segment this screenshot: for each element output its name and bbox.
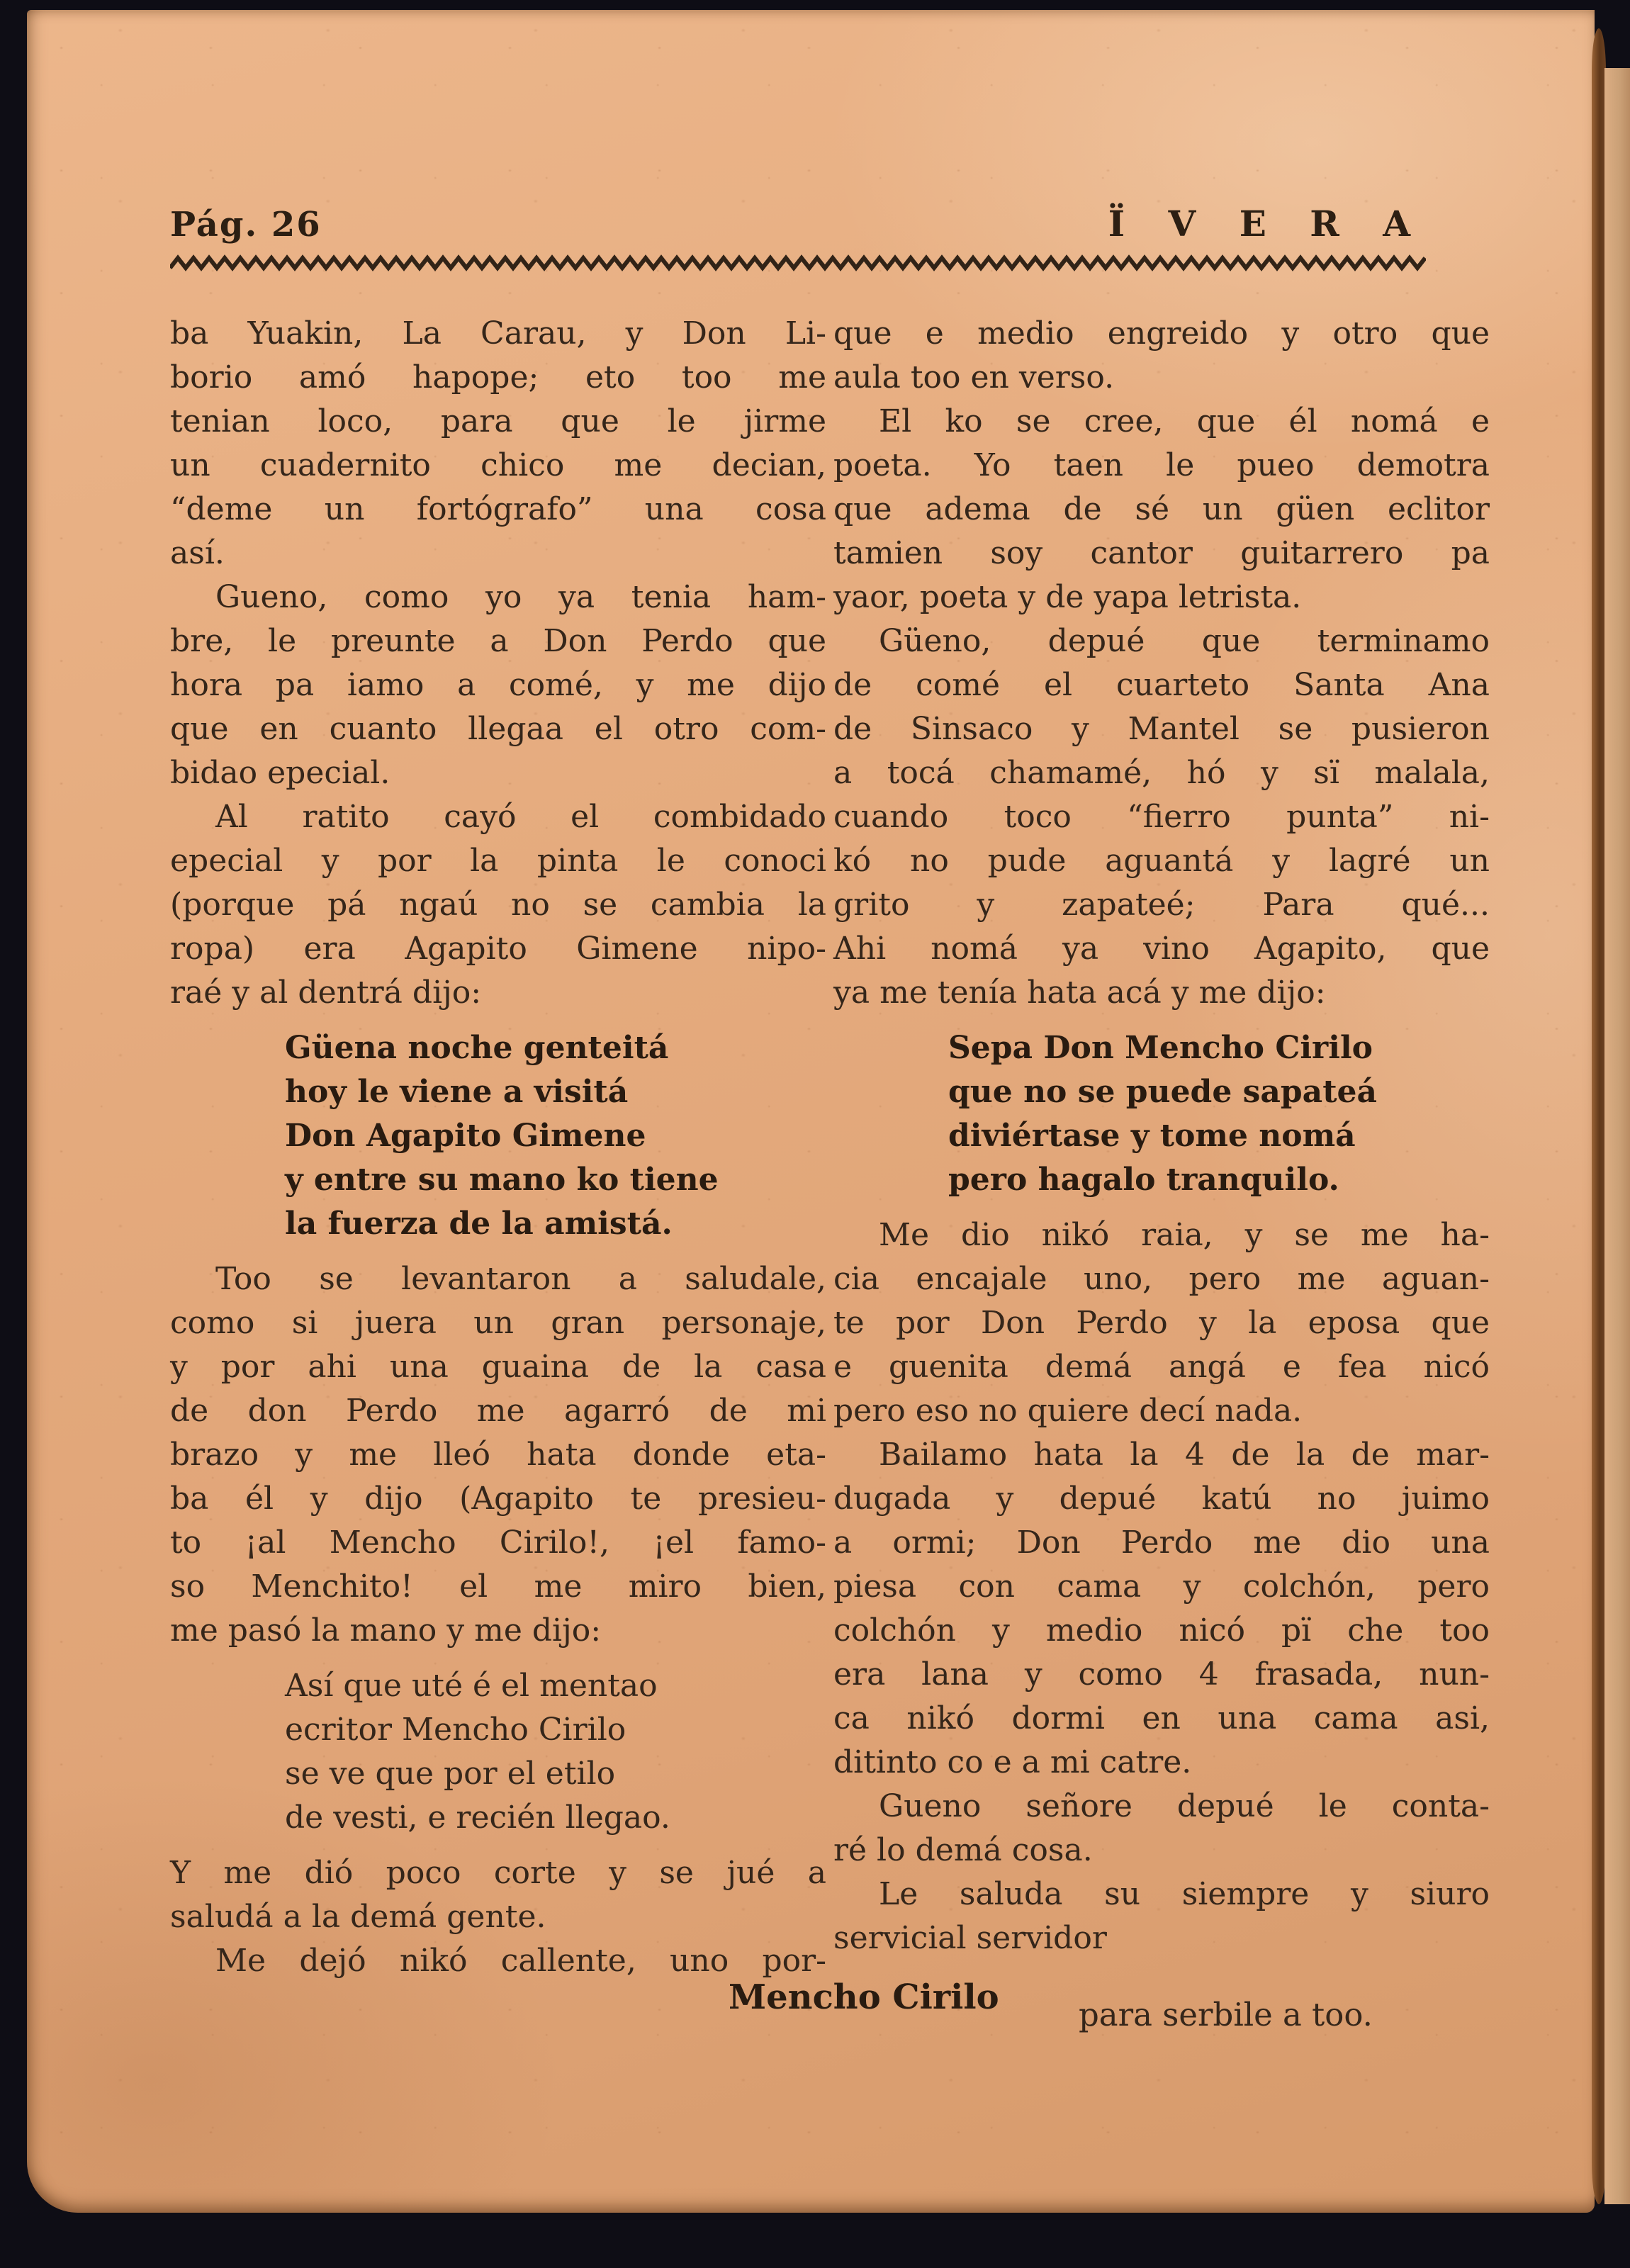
text-line: brazo y me lleó hata donde eta-: [170, 1437, 826, 1473]
text-line: ba él y dijo (Agapito te presieu-: [170, 1481, 826, 1517]
paragraph: [170, 795, 826, 1015]
text-line: “deme un fortógrafo” una cosa: [170, 491, 826, 527]
text-line: ya me tenía hata acá y me dijo:: [833, 975, 1326, 1011]
text-line: de Sinsaco y Mantel se pusieron: [833, 711, 1490, 747]
text-line: la fuerza de la amistá.: [285, 1206, 673, 1242]
paragraph: [833, 1873, 1490, 1960]
text-line: Le saluda su siempre y siuro: [879, 1876, 1490, 1912]
text-line: ba Yuakin, La Carau, y Don Li-: [170, 315, 826, 352]
text-line: yaor, poeta y de yapa letrista.: [833, 579, 1302, 615]
text-line: Ahi nomá ya vino Agapito, que: [833, 931, 1490, 967]
text-line: ré lo demá cosa.: [833, 1832, 1093, 1868]
text-line: dugada y depué katú no juimo: [833, 1481, 1490, 1517]
text-columns: [170, 312, 1490, 1983]
text-line: Güena noche genteitá: [285, 1030, 669, 1066]
text-line: bidao epecial.: [170, 755, 390, 791]
text-line: saludá a la demá gente.: [170, 1899, 546, 1935]
text-line: de comé el cuarteto Santa Ana: [833, 667, 1490, 703]
text-line: te por Don Perdo y la eposa que: [833, 1305, 1490, 1341]
text-line: que adema de sé un güen eclitor: [833, 491, 1490, 527]
text-line: que e medio engreido y otro que: [833, 315, 1490, 352]
paragraph: [833, 1433, 1490, 1785]
text-line: de don Perdo me agarró de mi: [170, 1393, 826, 1429]
text-line: de vesti, e recién llegao.: [285, 1800, 670, 1836]
text-line: Me dejó nikó callente, uno por-: [215, 1943, 826, 1979]
text-line: se ve que por el etilo: [285, 1756, 616, 1792]
text-line: Gueno señore depué le conta-: [879, 1788, 1490, 1824]
text-line: hoy le viene a visitá: [285, 1074, 629, 1110]
text-line: ditinto co e a mi catre.: [833, 1744, 1192, 1780]
text-line: piesa con cama y colchón, pero: [833, 1568, 1490, 1605]
paragraph: [833, 312, 1490, 400]
text-line: que no se puede sapateá: [948, 1074, 1378, 1110]
text-line: cuando toco “fierro punta” ni-: [833, 799, 1490, 835]
text-line: so Menchito! el me miro bien,: [170, 1568, 826, 1605]
text-line: como si juera un gran personaje,: [170, 1305, 826, 1341]
text-line: ropa) era Agapito Gimene nipo-: [170, 931, 826, 967]
text-line: (porque pá ngaú no se cambia la: [170, 887, 826, 923]
text-line: El ko se cree, que él nomá e: [879, 403, 1490, 439]
text-line: ecritor Mencho Cirilo: [285, 1712, 626, 1748]
text-line: y por ahi una guaina de la casa: [170, 1349, 826, 1385]
next-page-sliver: [1604, 68, 1630, 2204]
paragraph: [170, 1851, 826, 1939]
text-line: borio amó hapope; eto too me: [170, 359, 826, 395]
zigzag-rule: [170, 254, 1426, 271]
text-line: aula too en verso.: [833, 359, 1115, 395]
verse-block: [170, 1026, 826, 1246]
text-line: kó no pude aguantá y lagré un: [833, 843, 1490, 879]
paragraph: [833, 619, 1490, 1015]
page-number: Pág. 26: [170, 205, 322, 245]
text-line: epecial y por la pinta le conoci: [170, 843, 826, 879]
text-line: y entre su mano ko tiene: [285, 1162, 719, 1198]
masthead-title: Ï V E R A: [1108, 203, 1426, 245]
text-line: poeta. Yo taen le pueo demotra: [833, 447, 1490, 483]
paragraph: [833, 400, 1490, 619]
text-line: Y me dió poco corte y se jué a: [170, 1855, 826, 1891]
text-line: e guenita demá angá e fea nicó: [833, 1349, 1490, 1385]
text-line: Bailamo hata la 4 de la de mar-: [879, 1437, 1490, 1473]
text-line: raé y al dentrá dijo:: [170, 975, 482, 1011]
text-line: era lana y como 4 frasada, nun-: [833, 1656, 1490, 1692]
text-line: Güeno, depué que terminamo: [879, 623, 1490, 659]
verse-block: [170, 1664, 826, 1840]
text-line: Así que uté é el mentao: [285, 1668, 658, 1704]
text-line: un cuadernito chico me decian,: [170, 447, 826, 483]
text-line: Too se levantaron a saludale,: [215, 1261, 826, 1297]
text-line: Me dio nikó raia, y se me ha-: [879, 1217, 1490, 1253]
text-line: tenian loco, para que le jirme: [170, 403, 826, 439]
text-line: diviértase y tome nomá: [948, 1118, 1356, 1154]
text-line: bre, le preunte a Don Perdo que: [170, 623, 826, 659]
text-line: así.: [170, 535, 225, 571]
text-line: pero eso no quiere decí nada.: [833, 1393, 1303, 1429]
text-line: Don Agapito Gimene: [285, 1118, 646, 1154]
paragraph: [170, 312, 826, 576]
text-line: Al ratito cayó el combidado: [215, 799, 826, 835]
page-header: [170, 203, 1426, 295]
text-line: tamien soy cantor guitarrero pa: [833, 535, 1490, 571]
text-line: Sepa Don Mencho Cirilo: [948, 1030, 1373, 1066]
paragraph: [170, 1257, 826, 1653]
text-line: me pasó la mano y me dijo:: [170, 1612, 602, 1649]
text-line: servicial servidor: [833, 1920, 1107, 1956]
text-line: a ormi; Don Perdo me dio una: [833, 1525, 1490, 1561]
paragraph: [170, 1939, 826, 1983]
verse-block: [833, 1026, 1490, 1202]
text-line: a tocá chamamé, hó y sï malala,: [833, 755, 1490, 791]
column-left: [170, 312, 826, 1983]
scanned-page: [27, 10, 1595, 2213]
page-fore-edge: [1592, 28, 1606, 2204]
text-line: grito y zapateé; Para qué...: [833, 887, 1490, 923]
paragraph: [833, 1785, 1490, 1873]
signature-name: Mencho Cirilo: [729, 1977, 999, 2017]
signature-closing: para serbile a too.: [1079, 1996, 1373, 2033]
column-right: [833, 312, 1490, 1983]
text-line: cia encajale uno, pero me aguan-: [833, 1261, 1490, 1297]
paragraph: [833, 1213, 1490, 1433]
text-line: Gueno, como yo ya tenia ham-: [215, 579, 826, 615]
text-line: colchón y medio nicó pï che too: [833, 1612, 1490, 1649]
paragraph: [170, 576, 826, 795]
text-line: que en cuanto llegaa el otro com-: [170, 711, 826, 747]
text-line: to ¡al Mencho Cirilo!, ¡el famo-: [170, 1525, 826, 1561]
signature-row: [170, 1977, 1490, 2062]
text-line: pero hagalo tranquilo.: [948, 1162, 1339, 1198]
text-line: ca nikó dormi en una cama asi,: [833, 1700, 1490, 1736]
text-line: hora pa iamo a comé, y me dijo: [170, 667, 826, 703]
